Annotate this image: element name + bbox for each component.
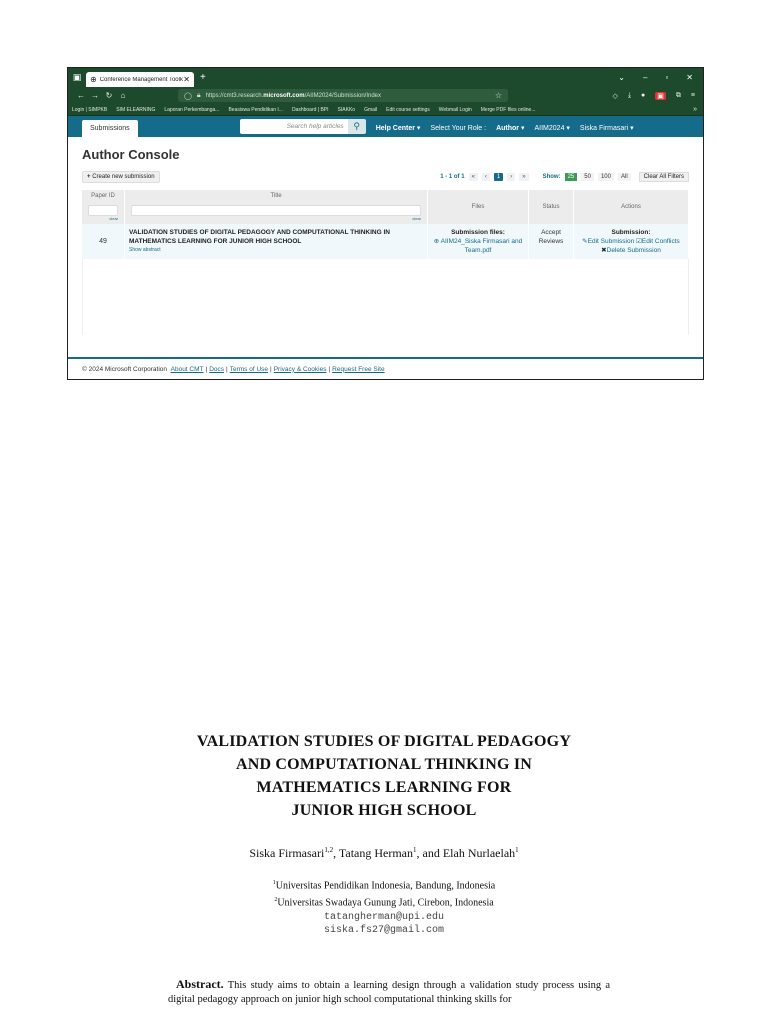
- menu-icon[interactable]: ≡: [690, 91, 695, 99]
- bookmark-item[interactable]: Beasiswa Pendidikan I...: [228, 106, 283, 113]
- more-bookmarks-icon[interactable]: »: [693, 106, 697, 113]
- bookmark-item[interactable]: Login | SIMPKB: [72, 106, 108, 113]
- page-size-option[interactable]: All: [618, 173, 631, 181]
- affiliation-text: Universitas Swadaya Gunung Jati, Cirebon, Indonesia: [277, 897, 494, 909]
- close-window-icon[interactable]: ✕: [686, 73, 693, 82]
- help-center-menu[interactable]: Help Center ▾: [375, 125, 421, 132]
- paper-id-cell: 49: [82, 224, 125, 259]
- bookmark-item[interactable]: Edit course settings: [386, 106, 430, 113]
- home-icon[interactable]: ⌂: [120, 91, 126, 100]
- files-cell: [428, 224, 529, 259]
- download-icon[interactable]: ⤓: [627, 91, 632, 99]
- title-cell: [125, 224, 428, 259]
- file-download-link[interactable]: [432, 237, 524, 255]
- author-name: Siska Firmasari: [249, 846, 325, 860]
- delete-icon: ✖: [601, 247, 607, 255]
- footer-link-about[interactable]: About CMT: [170, 365, 204, 373]
- table-empty-area: [82, 259, 689, 335]
- author-sup: 1,2: [324, 846, 334, 854]
- url-path: /AIIM2024/Submission/Index: [304, 92, 381, 99]
- actions-cell: [574, 224, 689, 259]
- edit-submission-link[interactable]: Edit Submission: [587, 238, 635, 246]
- page-title: Author Console: [82, 147, 180, 162]
- cmt-menu: [376, 119, 634, 137]
- clear-filters-button[interactable]: Clear All Filters: [639, 172, 689, 182]
- table-header-row: [82, 190, 689, 224]
- back-icon[interactable]: ←: [77, 91, 85, 100]
- table-row: [82, 224, 689, 259]
- paper-title-line: JUNIOR HIGH SCHOOL: [291, 802, 477, 819]
- affiliation: [0, 893, 768, 910]
- page-size-option[interactable]: 50: [581, 173, 594, 181]
- bookmark-item[interactable]: Webmail Login: [438, 106, 472, 113]
- bookmark-item[interactable]: Merge PDF files online...: [480, 106, 536, 113]
- paper-title-line: AND COMPUTATIONAL THINKING IN: [235, 756, 533, 773]
- paper-authors: Siska Firmasari$^{1,2}$, Tatang Herman$^1$, and Elah Nurlaelah$^1$: [249, 846, 519, 860]
- reload-icon[interactable]: ↻: [105, 91, 113, 100]
- paper-affiliations: [0, 876, 768, 911]
- extension-icon[interactable]: ▣: [657, 92, 664, 100]
- abstract-text: This study aims to obtain a learning design through a validation study process using a digital pedagogy approach on junior high school computational thinking skills for: [168, 979, 610, 1005]
- restore-icon[interactable]: ▫: [665, 73, 669, 82]
- create-submission-label: Create new submission: [92, 174, 155, 180]
- bookmark-item[interactable]: Dashboard | BPI: [291, 106, 329, 113]
- window-controls: [618, 73, 703, 82]
- paper-title-line: MATHEMATICS LEARNING FOR: [256, 779, 512, 796]
- user-menu[interactable]: Siska Firmasari ▾: [579, 125, 634, 132]
- toolbar-extensions: [613, 92, 703, 100]
- url-prefix: https://cmt3.research.: [205, 92, 264, 99]
- account-icon[interactable]: ●: [641, 91, 646, 99]
- title-filter[interactable]: [131, 205, 421, 216]
- column-label: Paper ID: [91, 193, 115, 199]
- new-tab-icon[interactable]: +: [200, 72, 206, 83]
- chevron-down-icon[interactable]: ⌄: [618, 73, 625, 82]
- submissions-table: [82, 190, 689, 259]
- show-abstract-link[interactable]: Show abstract: [129, 246, 161, 253]
- paper-first-page: [0, 730, 768, 1007]
- console-toolbar: [82, 170, 689, 184]
- column-label: Title: [270, 193, 282, 199]
- column-header-files[interactable]: Files: [428, 190, 529, 224]
- email: siska.fs27@gmail.com: [323, 924, 445, 936]
- submission-files-label: Submission files:: [451, 229, 505, 236]
- lock-icon: 🔒︎: [196, 91, 201, 99]
- close-icon[interactable]: ✕: [183, 75, 190, 84]
- page-size-option[interactable]: 100: [598, 173, 614, 181]
- pagination: [440, 172, 689, 182]
- bookmark-star-icon[interactable]: ☆: [494, 91, 502, 100]
- footer-link-docs[interactable]: Docs: [209, 365, 225, 373]
- next-page-button[interactable]: ›: [507, 173, 515, 181]
- extensions-puzzle-icon[interactable]: ⧉: [675, 91, 681, 99]
- cmt-header: [68, 116, 703, 137]
- footer-link-request[interactable]: Request Free Site: [332, 365, 385, 373]
- tab-title: Conference Management Toolk: [99, 76, 183, 83]
- reviews-link[interactable]: Reviews: [538, 238, 564, 246]
- checkbox-icon: ☑: [636, 238, 642, 246]
- tab-submissions[interactable]: Submissions: [82, 120, 138, 137]
- plus-icon: +: [87, 174, 91, 180]
- conference-menu[interactable]: AIIM2024 ▾: [534, 125, 570, 132]
- column-header-paper-id[interactable]: [82, 190, 125, 224]
- column-header-title[interactable]: [125, 190, 428, 224]
- submission-title: VALIDATION STUDIES OF DIGITAL PEDAGOGY AND COMPUTATIONAL THINKING IN MATHEMATICS LEARNING FOR JUNIOR HIGH SCHOOL: [129, 229, 390, 246]
- status-text: Accept: [541, 229, 561, 236]
- affiliation: [0, 876, 768, 893]
- email: tatangherman@upi.edu: [323, 911, 445, 923]
- help-search: [240, 119, 366, 134]
- workspaces-icon[interactable]: ▣: [72, 72, 82, 82]
- footer-link-privacy[interactable]: Privacy & Cookies: [273, 365, 327, 373]
- search-input[interactable]: Search help articles: [240, 119, 348, 134]
- author-console: [68, 147, 703, 335]
- last-page-button[interactable]: »: [519, 173, 528, 181]
- download-icon: ⊕: [433, 238, 441, 246]
- actions-label: Submission:: [611, 229, 651, 236]
- browser-nav-bar: [68, 87, 703, 104]
- abstract-heading: Abstract.: [176, 976, 224, 991]
- page-button[interactable]: 1: [494, 173, 503, 181]
- forward-icon[interactable]: →: [91, 91, 99, 100]
- bookmark-item[interactable]: SIM ELEARNING: [116, 106, 156, 113]
- paper-title: [0, 730, 768, 822]
- create-submission-button[interactable]: [82, 171, 160, 183]
- paper-abstract: [0, 977, 768, 1007]
- prev-page-button[interactable]: ‹: [482, 173, 490, 181]
- show-label: Show:: [542, 174, 561, 180]
- globe-icon: ⊕: [90, 75, 97, 84]
- clear-link[interactable]: clear: [412, 216, 421, 221]
- column-header-actions: Actions: [574, 190, 689, 224]
- bookmark-item[interactable]: SIAKKo: [337, 106, 356, 113]
- affiliation-sup: 1: [272, 880, 276, 886]
- author-name: Elah Nurlaelah: [442, 846, 516, 860]
- footer-link-terms[interactable]: Terms of Use: [229, 365, 269, 373]
- status-cell: [529, 224, 574, 259]
- affiliation-text: Universitas Pendidikan Indonesia, Bandung, Indonesia: [275, 880, 496, 892]
- author-sup: 1: [413, 846, 417, 854]
- edit-icon: ✎: [582, 238, 588, 246]
- browser-tab-bar: [68, 68, 703, 87]
- screenshot-frame: [67, 67, 704, 380]
- role-menu[interactable]: Author ▾: [496, 125, 525, 132]
- action-links: [578, 237, 684, 255]
- result-count: 1 - 1 of 1: [440, 174, 465, 180]
- cmt-footer: © 2024 Microsoft Corporation About CMT | Docs | Terms of Use | Privacy & Cookies | Request Free Site: [68, 357, 703, 379]
- delete-submission-link[interactable]: Delete Submission: [606, 247, 661, 255]
- shield-icon: ◯: [184, 92, 192, 100]
- bookmark-item[interactable]: Gmail: [364, 106, 378, 113]
- search-icon[interactable]: ⚲: [348, 119, 366, 134]
- file-name: AIIM24_Siska Firmasari and Team.pdf: [440, 238, 523, 255]
- column-header-status[interactable]: Status: [529, 190, 574, 224]
- address-bar[interactable]: [178, 89, 508, 102]
- page-size-option[interactable]: 25: [565, 173, 578, 181]
- url-host: microsoft.com: [263, 92, 305, 99]
- affiliation-sup: 2: [274, 897, 278, 904]
- clear-link[interactable]: clear: [109, 216, 118, 221]
- pocket-icon[interactable]: ◇: [612, 92, 618, 100]
- paper-title-line: VALIDATION STUDIES OF DIGITAL PEDAGOGY: [196, 733, 572, 750]
- edit-conflicts-link[interactable]: Edit Conflicts: [641, 238, 680, 246]
- first-page-button[interactable]: «: [469, 173, 478, 181]
- paper-emails: [0, 911, 768, 937]
- bookmark-item[interactable]: Laporan Perkembanga...: [164, 106, 220, 113]
- copyright-text: © 2024 Microsoft Corporation: [82, 365, 167, 373]
- minimize-icon[interactable]: –: [643, 73, 648, 82]
- browser-tab[interactable]: [86, 72, 194, 87]
- select-role-label: Select Your Role :: [430, 124, 487, 132]
- bookmarks-bar: [68, 104, 703, 116]
- paper-id-filter[interactable]: [88, 205, 118, 216]
- author-name: Tatang Herman: [338, 846, 414, 860]
- author-sup: 1: [515, 846, 519, 854]
